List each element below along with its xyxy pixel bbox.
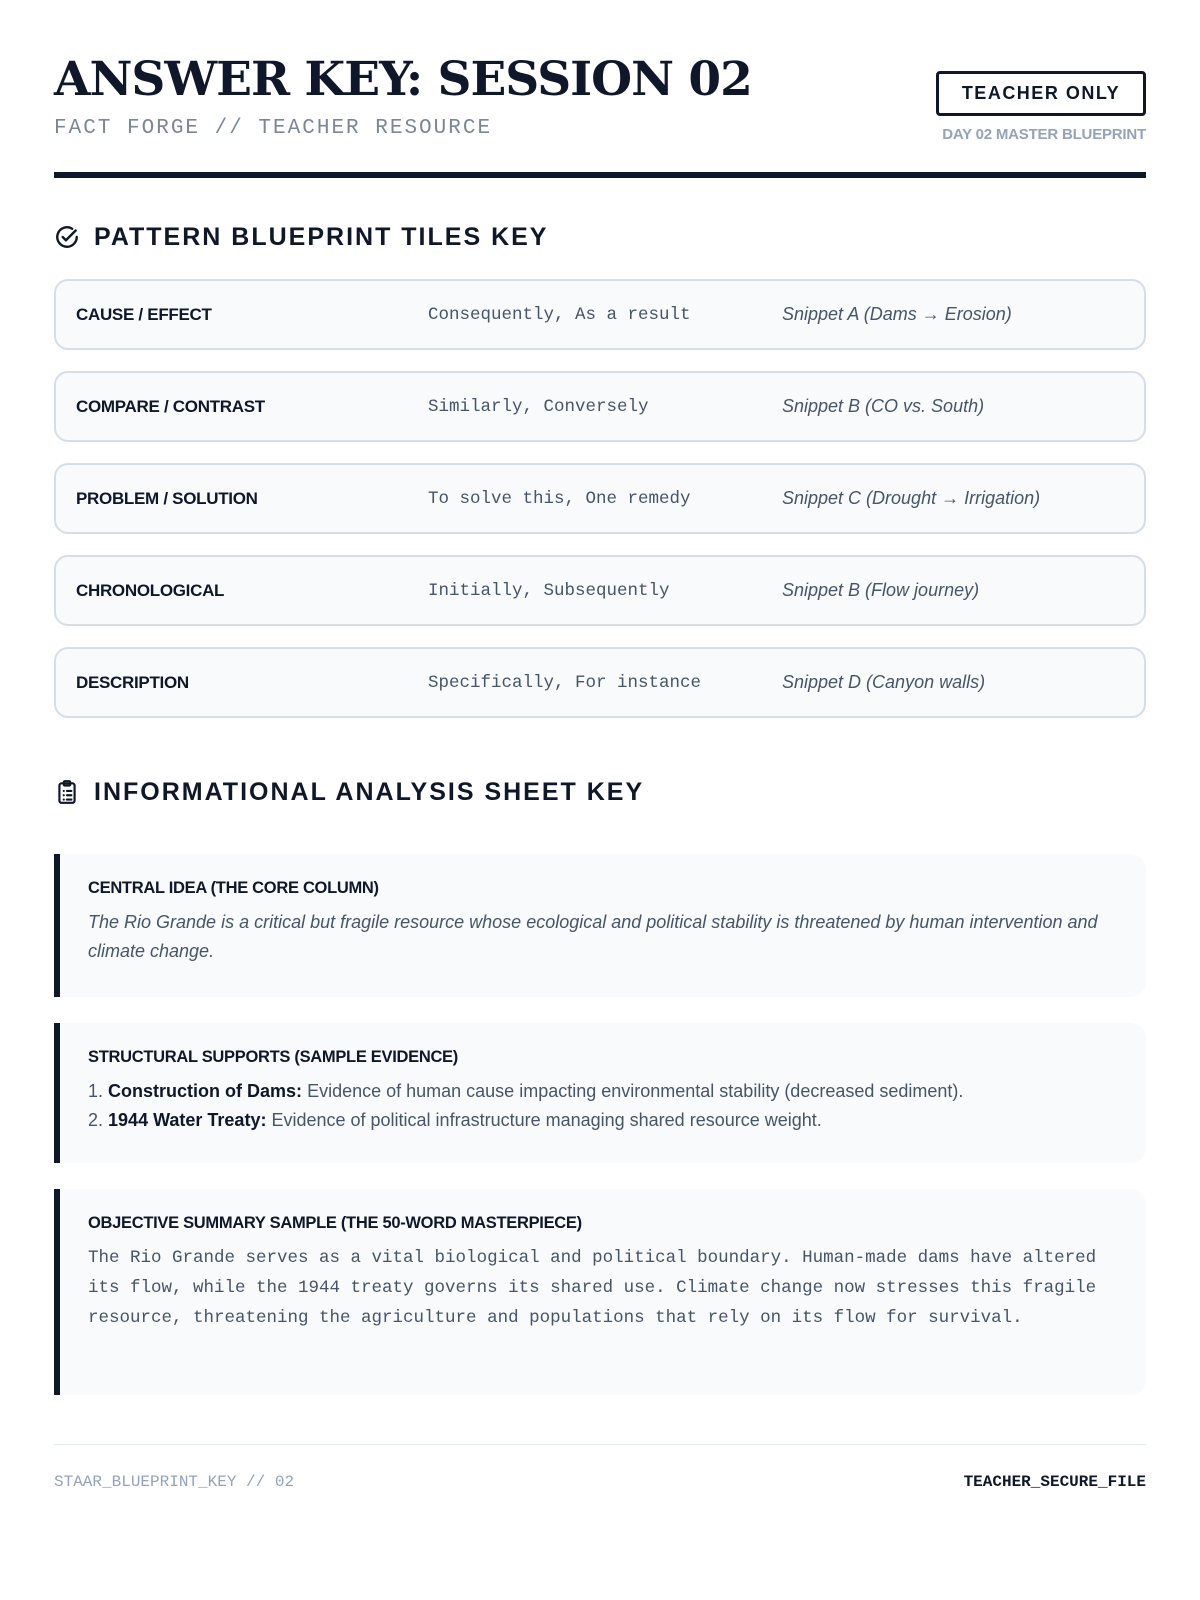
analysis-cards xyxy=(54,854,1146,1395)
signal-words: To solve this, One remedy xyxy=(428,488,691,509)
pattern-tile xyxy=(54,371,1146,442)
tiles-section-title: PATTERN BLUEPRINT TILES KEY xyxy=(94,222,549,251)
pattern-tiles xyxy=(54,279,1146,718)
pattern-tile xyxy=(54,555,1146,626)
supports-heading: STRUCTURAL SUPPORTS (SAMPLE EVIDENCE) xyxy=(88,1048,458,1066)
signal-words: Similarly, Conversely xyxy=(428,396,649,417)
page-subtitle: FACT FORGE // TEACHER RESOURCE xyxy=(54,117,493,140)
signal-words: Specifically, For instance xyxy=(428,672,702,693)
page-footer xyxy=(54,1444,1146,1504)
snippet-ref: Snippet B (CO vs. South) xyxy=(782,396,985,416)
page-header xyxy=(54,0,1146,178)
check-circle-icon xyxy=(54,224,80,250)
central-idea-text: The Rio Grande is a critical but fragile resource whose ecological and political stability is threatened by human intervention and climate change. xyxy=(88,912,1098,961)
signal-words: Consequently, As a result xyxy=(428,304,691,325)
pattern-name: PROBLEM / SOLUTION xyxy=(76,488,258,508)
summary-heading: OBJECTIVE SUMMARY SAMPLE (THE 50-WORD MASTERPIECE) xyxy=(88,1214,582,1232)
structural-supports-card xyxy=(54,1023,1146,1163)
footer-secure-label: TEACHER_SECURE_FILE xyxy=(963,1473,1146,1491)
snippet-ref: Snippet B (Flow journey) xyxy=(782,580,980,600)
support-text: Evidence of human cause impacting environmental stability (decreased sediment). xyxy=(307,1081,964,1101)
snippet-ref: Snippet D (Canyon walls) xyxy=(782,672,986,692)
pattern-name: COMPARE / CONTRAST xyxy=(76,396,265,416)
support-text: Evidence of political infrastructure managing shared resource weight. xyxy=(271,1110,822,1130)
pattern-tile xyxy=(54,279,1146,350)
signal-words: Initially, Subsequently xyxy=(428,580,670,601)
analysis-section-title: INFORMATIONAL ANALYSIS SHEET KEY xyxy=(94,777,645,806)
snippet-ref: Snippet C (Drought → Irrigation) xyxy=(782,488,1041,508)
pattern-name: CAUSE / EFFECT xyxy=(76,304,212,324)
page-title: ANSWER KEY: SESSION 02 xyxy=(54,52,752,107)
analysis-section xyxy=(54,775,1146,1395)
support-label: 1944 Water Treaty: xyxy=(108,1110,267,1130)
tiles-section-header xyxy=(54,220,1146,254)
support-number: 2. xyxy=(88,1110,104,1130)
pattern-tile xyxy=(54,647,1146,718)
snippet-ref: Snippet A (Dams → Erosion) xyxy=(782,304,1012,324)
support-item xyxy=(88,1106,1118,1135)
central-idea-card xyxy=(54,854,1146,997)
clipboard-list-icon xyxy=(54,779,80,805)
footer-file-code: STAAR_BLUEPRINT_KEY // 02 xyxy=(54,1473,295,1491)
support-label: Construction of Dams: xyxy=(108,1081,303,1101)
blueprint-label: DAY 02 MASTER BLUEPRINT xyxy=(942,126,1146,143)
teacher-only-badge: TEACHER ONLY xyxy=(936,71,1146,116)
central-idea-heading: CENTRAL IDEA (THE CORE COLUMN) xyxy=(88,879,379,897)
pattern-tile xyxy=(54,463,1146,534)
support-item xyxy=(88,1077,1118,1106)
summary-text: The Rio Grande serves as a vital biological and political boundary. Human-made dams have altered its flow, while the 1944 treaty governs its shared use. Climate change now stresses this fragile resource, threatening the agriculture and populations that rely on its flow for survival. xyxy=(88,1248,1097,1328)
analysis-section-header xyxy=(54,775,1146,809)
support-number: 1. xyxy=(88,1081,104,1101)
pattern-name: CHRONOLOGICAL xyxy=(76,580,225,600)
tiles-section xyxy=(54,220,1146,718)
pattern-name: DESCRIPTION xyxy=(76,672,189,692)
objective-summary-card xyxy=(54,1189,1146,1395)
